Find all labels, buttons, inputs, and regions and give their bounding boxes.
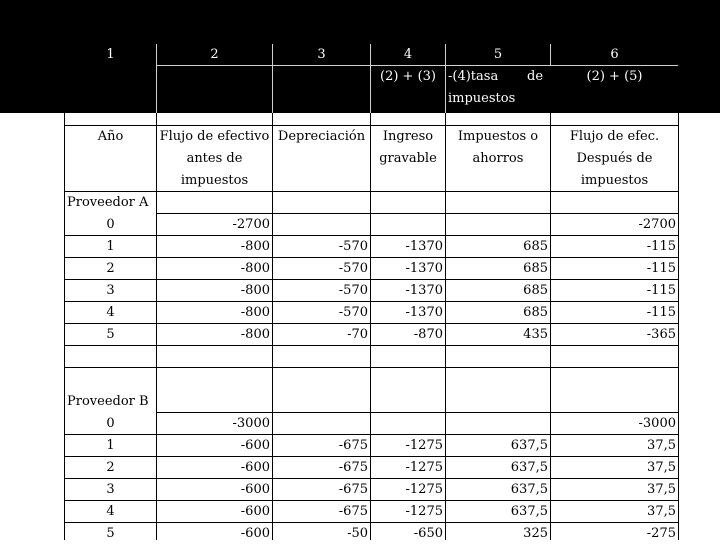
table-cell: -1275: [405, 504, 443, 519]
table-cell: 685: [523, 283, 548, 298]
col-number-3: 3: [317, 47, 326, 62]
table-cell: -1275: [405, 438, 443, 453]
table-cell: 637,5: [510, 460, 548, 475]
table-cell: -3000: [232, 416, 270, 431]
table-cell: -600: [240, 482, 270, 497]
table-cell: 3: [106, 482, 115, 497]
table-cell: 37,5: [647, 438, 676, 453]
header-flujo-line1: Flujo de efectivo: [159, 129, 270, 144]
table-cell: -570: [338, 283, 368, 298]
header-flujo-line2: antes de: [186, 151, 243, 166]
header-ano: Año: [97, 129, 124, 144]
table-cell: 685: [523, 305, 548, 320]
table-cell: -275: [646, 526, 676, 541]
table-cell: -70: [347, 327, 368, 342]
table-cell: 637,5: [510, 482, 548, 497]
table-cell: 2: [106, 261, 115, 276]
table-cell: -800: [240, 327, 270, 342]
table-cell: -1275: [405, 460, 443, 475]
header-depreciacion: Depreciación: [277, 129, 366, 144]
formula-col5-de: de: [527, 69, 544, 84]
col-number-6: 6: [610, 47, 619, 62]
formula-col5-line2: impuestos: [448, 91, 516, 106]
grid-line: [272, 113, 273, 540]
table-cell: -1370: [405, 261, 443, 276]
table-cell: 37,5: [647, 460, 676, 475]
section-label-proveedor-b: Proveedor B: [67, 394, 149, 409]
table-cell: 325: [523, 526, 548, 541]
col-number-1: 1: [106, 47, 115, 62]
formula-col6: (2) + (5): [586, 69, 643, 84]
table-cell: 435: [523, 327, 548, 342]
table-cell: -570: [338, 261, 368, 276]
table-cell: 4: [106, 504, 115, 519]
grid-line: [445, 44, 446, 113]
table-cell: -2700: [232, 217, 270, 232]
table-cell: -1370: [405, 283, 443, 298]
table-cell: 4: [106, 305, 115, 320]
table-cell: 0: [106, 217, 115, 232]
table-cell: -2700: [638, 217, 676, 232]
header-flujo-despues-line2: Después de: [576, 151, 653, 166]
table-cell: -800: [240, 261, 270, 276]
table-cell: -115: [646, 305, 676, 320]
grid-line: [550, 44, 551, 66]
table-cell: -570: [338, 239, 368, 254]
grid-line: [550, 113, 551, 540]
header-flujo-despues-line1: Flujo de efec.: [569, 129, 660, 144]
formula-col4: (2) + (3): [380, 69, 436, 84]
table-cell: -600: [240, 504, 270, 519]
section-label-proveedor-a: Proveedor A: [67, 195, 149, 210]
table-cell: -800: [240, 239, 270, 254]
header-impuestos-line1: Impuestos o: [457, 129, 539, 144]
grid-line: [370, 113, 371, 540]
grid-line: [156, 65, 678, 66]
table-cell: -115: [646, 261, 676, 276]
table-cell: 5: [106, 526, 115, 541]
table-cell: 637,5: [510, 438, 548, 453]
table-cell: 37,5: [647, 504, 676, 519]
table-cell: 5: [106, 327, 115, 342]
table-cell: -600: [240, 460, 270, 475]
table-cell: -675: [338, 438, 368, 453]
table-cell: -1370: [405, 239, 443, 254]
grid-line: [156, 213, 678, 214]
grid-line: [370, 44, 371, 113]
grid-line: [272, 44, 273, 113]
header-ingreso-line2: gravable: [379, 151, 437, 166]
header-flujo-despues-line3: impuestos: [580, 173, 649, 188]
header-flujo-line3: impuestos: [180, 173, 249, 188]
table-cell: -365: [646, 327, 676, 342]
table-cell: -570: [338, 305, 368, 320]
header-ingreso-line1: Ingreso: [382, 129, 434, 144]
table-cell: 1: [106, 239, 115, 254]
col-number-4: 4: [403, 47, 413, 62]
header-impuestos-line2: ahorros: [472, 151, 524, 166]
table-cell: 1: [106, 438, 115, 453]
table-cell: -600: [240, 526, 270, 541]
table-cell: -650: [413, 526, 443, 541]
table-cell: -675: [338, 482, 368, 497]
table-cell: -800: [240, 305, 270, 320]
table-cell: 3: [106, 283, 115, 298]
table-cell: -800: [240, 283, 270, 298]
table-cell: -50: [347, 526, 368, 541]
grid-line: [156, 412, 678, 413]
table-cell: -115: [646, 239, 676, 254]
table-cell: -870: [413, 327, 443, 342]
table-cell: 37,5: [647, 482, 676, 497]
table-cell: -675: [338, 504, 368, 519]
table-cell: -1275: [405, 482, 443, 497]
table-cell: -600: [240, 438, 270, 453]
table-cell: -675: [338, 460, 368, 475]
grid-line: [156, 113, 157, 540]
table-cell: 685: [523, 261, 548, 276]
formula-col5: -(4)tasa: [448, 69, 499, 84]
table-cell: -1370: [405, 305, 443, 320]
table-cell: 2: [106, 460, 115, 475]
col-number-2: 2: [210, 47, 219, 62]
grid-line: [156, 44, 157, 113]
table-cell: 0: [106, 416, 115, 431]
table-cell: 637,5: [510, 504, 548, 519]
table-cell: -3000: [638, 416, 676, 431]
grid-line: [678, 113, 679, 540]
grid-line: [64, 113, 65, 540]
col-number-5: 5: [493, 47, 503, 62]
grid-line: [445, 113, 446, 540]
table-cell: -115: [646, 283, 676, 298]
table-cell: 685: [523, 239, 548, 254]
